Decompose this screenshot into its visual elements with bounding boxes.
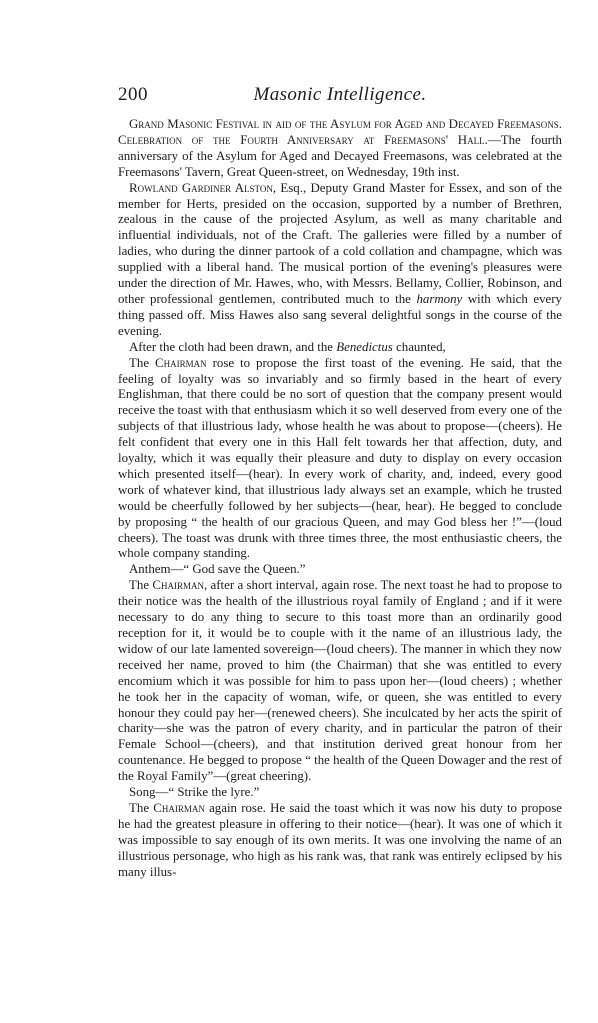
chairman-label: Chairman xyxy=(153,800,205,815)
page-number: 200 xyxy=(118,84,148,105)
paragraph-third-toast xyxy=(118,801,562,881)
third-toast-text: again rose. He said the toast which it was now his duty to propose he had the greatest pleasure in offering to their notice—(hear). It was one of which it was impossible to say enough of its own merits. It was one involving the name of an illustrious personage, who high as his rank was, that rank was entirely eclipsed by his many illus- xyxy=(118,800,562,879)
chairman-label: Chairman xyxy=(155,355,207,370)
running-head xyxy=(118,84,562,110)
president-name: Rowland Gardiner Alston, xyxy=(129,180,277,195)
second-toast-lead: The xyxy=(129,578,153,593)
festival-heading: Grand Masonic Festival in aid of the Asylum for Aged and Decayed Freemasons. Celebration of the Fourth Anniversary at Freemasons' Hall. xyxy=(118,117,562,147)
anthem-text: Anthem—“ God save the Queen.” xyxy=(129,562,306,577)
paragraph-first-toast xyxy=(118,356,562,563)
paragraph-second-toast xyxy=(118,578,562,785)
third-toast-lead: The xyxy=(129,800,154,815)
festival-intro: —The fourth anniversary of the Asylum for Aged and Decayed Freemasons, was celebrated at the Freemasons' Tavern, Great Queen-street, on Wednesday, 19th inst. xyxy=(118,132,562,179)
paragraph-festival-heading xyxy=(118,117,562,181)
first-toast-lead: The xyxy=(129,355,156,370)
running-title: Masonic Intelligence. xyxy=(253,84,427,105)
paragraph-anthem xyxy=(118,562,562,578)
benedictus-word: Benedictus xyxy=(336,339,393,354)
chairman-label: Chairman, xyxy=(152,578,208,593)
president-text-a: Esq., Deputy Grand Master for Essex, and son of the member for Herts, presided on the occasion, supported by a number of Brethren, zealous in the cause of the projected Asylum, as well as many charitable and influential individuals, not of the Craft. The galleries were filled by a number of ladies, who during the dinner partook of a cold collation and champagne, which was supplied with a liberal hand. The musical portion of the evening's pleasures were under the direction of Mr. Hawes, who, with Messrs. Bellamy, Collier, Robinson, and other professional gentlemen, contributed much to the xyxy=(118,180,562,306)
second-toast-text: after a short interval, again rose. The next toast he had to propose to their notice was the health of the illustrious royal family of England ; and if it were necessary to do any thing to secure to this toast more than an ordinarily good reception for it, it would be to couple with it the name of an illustrious lady, the widow of our late lamented sovereign—(loud cheers). The manner in which they now received her name, proved to him (the Chairman) that she was entitled to every encomium which it was possible for him to pass upon her—(loud cheers) ; whether he took her in the capacity of woman, wife, or queen, she was entitled to every honour they could pay her—(renewed cheers). She inculcated by her acts the spirit of charity—she was the patron of every charity, and in particular the patron of their Female School—(cheers), and that institution derived great honour from her countenance. He begged to propose “ the health of the Queen Dowager and the rest of the Royal Family”—(great cheering). xyxy=(118,578,563,784)
article-body xyxy=(118,117,562,881)
paragraph-song xyxy=(118,785,562,801)
first-toast-text: rose to propose the first toast of the evening. He said, that the feeling of loyalty was so invariably and so firmly based in the heart of every Englishman, that there could be no sort of question that the company present would receive the toast with that enthusiasm which it so well deserved from every one of the subjects of that illustrious lady, whose health he was about to propose—(cheers). He felt confident that every one in this Hall felt towards her that affection, duty, and loyalty, which it was equally their pleasure and duty to display on every occasion which presented itself—(hear). In every work of charity, and, indeed, every good work of whatever kind, that illustrious lady always set an example, which he trusted would be cheerfully followed by her subjects—(hear, hear). He begged to conclude by proposing “ the health of our gracious Queen, and may God bless her !”—(loud cheers). The toast was drunk with three times three, the most enthusiastic cheers, the whole company standing. xyxy=(118,355,562,561)
president-text-b: with which every thing passed off. Miss Hawes also sang several delightful songs in the course of the evening. xyxy=(118,291,562,338)
paragraph-president xyxy=(118,181,562,340)
song-text: Song—“ Strike the lyre.” xyxy=(129,785,260,800)
cloth-text-a: After the cloth had been drawn, and the xyxy=(129,339,337,354)
paragraph-cloth-drawn xyxy=(118,340,562,356)
harmony-word: harmony xyxy=(416,291,463,306)
cloth-text-b: chaunted, xyxy=(392,339,446,354)
